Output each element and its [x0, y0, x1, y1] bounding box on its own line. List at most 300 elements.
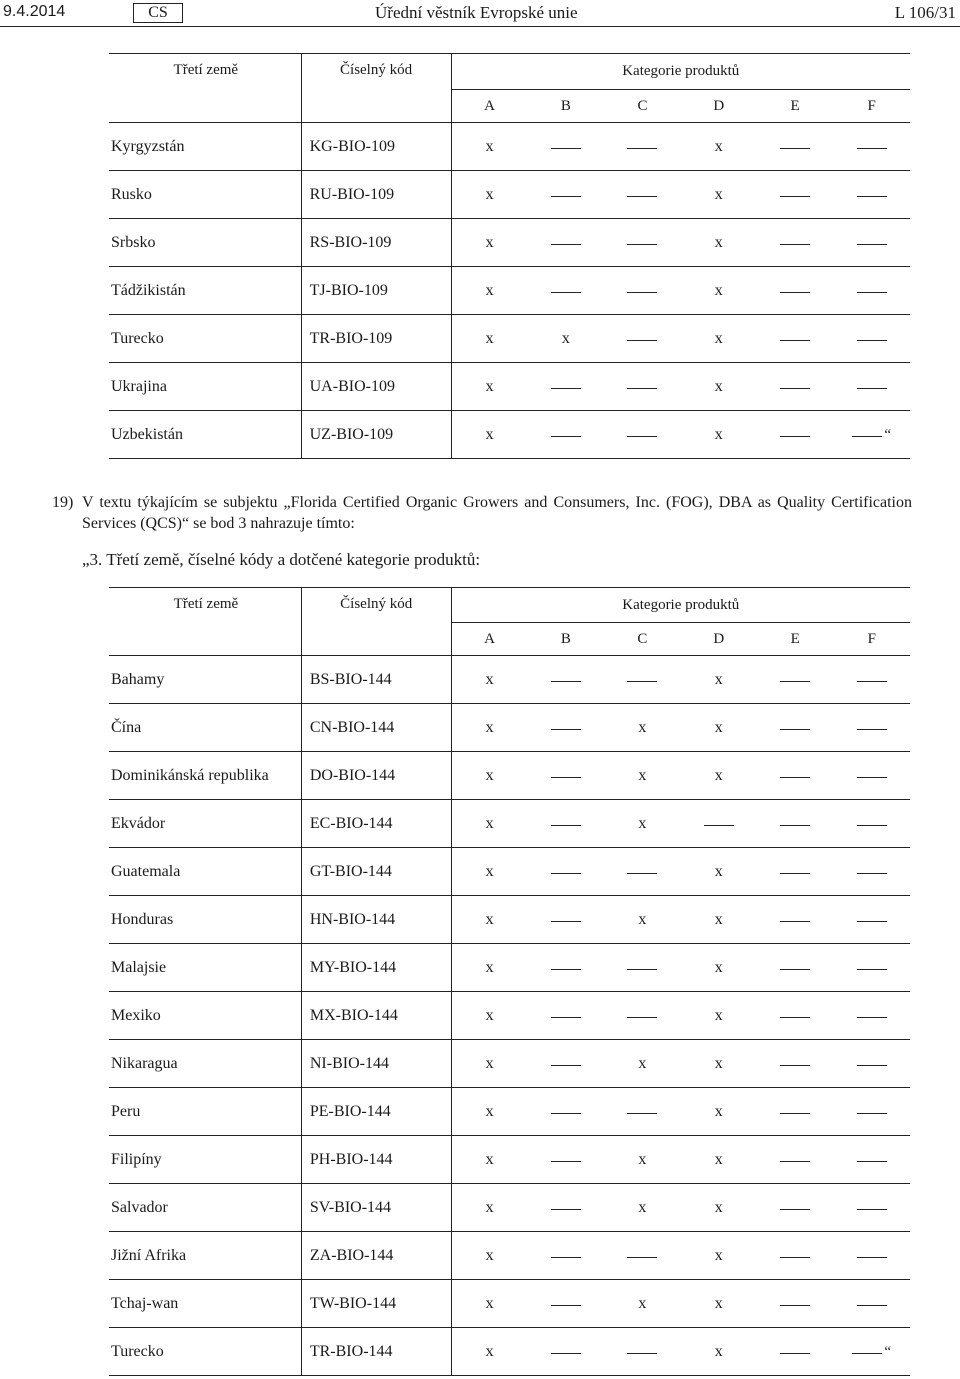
mark-dash — [857, 777, 887, 778]
category-mark — [834, 848, 911, 896]
mark-dash — [551, 1257, 581, 1258]
mark-dash — [780, 196, 810, 197]
column-header-country: Třetí země — [109, 54, 301, 123]
table-row — [109, 896, 910, 944]
category-mark — [681, 896, 757, 944]
mark-dash — [627, 681, 657, 682]
language-badge: CS — [133, 3, 183, 23]
category-mark — [604, 219, 681, 267]
category-mark — [757, 1136, 833, 1184]
code-number: RU-BIO-109 — [301, 171, 451, 219]
category-mark — [604, 1184, 680, 1232]
mark-x: x — [714, 958, 723, 976]
mark-dash — [704, 825, 734, 826]
mark-x: x — [485, 958, 494, 976]
category-mark — [528, 171, 605, 219]
category-mark — [451, 704, 528, 752]
journal-title: Úřední věstník Evropské unie — [375, 3, 578, 22]
mark-dash — [857, 1065, 887, 1066]
mark-dash — [780, 969, 810, 970]
code-number: TJ-BIO-109 — [301, 267, 451, 315]
category-mark — [528, 363, 605, 411]
category-mark — [528, 944, 604, 992]
category-mark — [834, 1088, 911, 1136]
mark-x: x — [485, 329, 494, 347]
code-number: UZ-BIO-109 — [301, 411, 451, 459]
table-body — [109, 123, 910, 459]
mark-x: x — [485, 910, 494, 928]
category-mark — [451, 363, 528, 411]
mark-dash — [857, 1209, 887, 1210]
mark-x: x — [485, 233, 494, 251]
category-mark — [681, 315, 757, 363]
mark-dash — [551, 436, 581, 437]
table-row — [109, 704, 910, 752]
mark-dash — [551, 1353, 581, 1354]
category-mark — [604, 1136, 680, 1184]
table-body — [109, 656, 910, 1376]
category-mark — [757, 315, 834, 363]
category-mark — [528, 1088, 604, 1136]
table-row — [109, 1040, 910, 1088]
mark-dash — [551, 873, 581, 874]
mark-x: x — [638, 910, 647, 928]
paragraph-text: V textu týkajícím se subjektu „Florida Certified Organic Growers and Consumers, Inc. (FOG), DBA as Quality Certification Services (QCS)“ se bod 3 nahrazuje tímto: — [82, 494, 912, 532]
mark-x: x — [714, 185, 723, 203]
mark-x: x — [714, 910, 723, 928]
mark-x: x — [485, 1054, 494, 1072]
mark-dash — [551, 825, 581, 826]
category-mark — [834, 992, 911, 1040]
category-mark — [681, 656, 757, 704]
country-name: Ukrajina — [109, 363, 301, 411]
mark-x: x — [714, 1150, 723, 1168]
mark-x: x — [714, 1006, 723, 1024]
category-mark — [528, 656, 604, 704]
table-row — [109, 1136, 910, 1184]
mark-x: x — [485, 1246, 494, 1264]
category-mark — [681, 800, 757, 848]
country-name: Guatemala — [109, 848, 301, 896]
category-mark — [604, 363, 681, 411]
category-mark — [451, 1136, 528, 1184]
code-number: HN-BIO-144 — [301, 896, 451, 944]
mark-x: x — [485, 377, 494, 395]
mark-x: x — [638, 766, 647, 784]
category-mark — [528, 315, 605, 363]
mark-x: x — [638, 1198, 647, 1216]
category-mark — [528, 752, 604, 800]
mark-x: x — [714, 718, 723, 736]
category-mark — [451, 1280, 528, 1328]
category-mark — [528, 1136, 604, 1184]
category-mark — [681, 363, 757, 411]
code-number: KG-BIO-109 — [301, 123, 451, 171]
table-row — [109, 848, 910, 896]
country-name: Bahamy — [109, 656, 301, 704]
category-mark — [757, 656, 833, 704]
mark-x: x — [714, 766, 723, 784]
mark-dash — [551, 196, 581, 197]
category-mark — [757, 411, 834, 459]
category-mark — [604, 1232, 680, 1280]
mark-dash — [780, 729, 810, 730]
mark-x: x — [485, 425, 494, 443]
category-mark — [451, 752, 528, 800]
category-mark — [528, 1232, 604, 1280]
table-row — [109, 752, 910, 800]
category-mark — [834, 896, 911, 944]
category-mark — [757, 267, 834, 315]
mark-x: x — [485, 1150, 494, 1168]
category-mark — [833, 219, 910, 267]
mark-dash — [780, 1161, 810, 1162]
mark-dash — [551, 681, 581, 682]
category-mark — [528, 267, 605, 315]
closing-quote: “ — [884, 1343, 892, 1360]
category-mark — [757, 1088, 833, 1136]
category-mark — [451, 800, 528, 848]
mark-dash — [857, 825, 887, 826]
country-name: Peru — [109, 1088, 301, 1136]
category-mark — [681, 752, 757, 800]
mark-x: x — [714, 377, 723, 395]
mark-dash — [551, 969, 581, 970]
mark-x: x — [485, 1294, 494, 1312]
category-mark — [528, 411, 605, 459]
mark-x: x — [485, 1006, 494, 1024]
mark-x: x — [638, 1054, 647, 1072]
code-number: PH-BIO-144 — [301, 1136, 451, 1184]
mark-x: x — [485, 1198, 494, 1216]
code-number: CN-BIO-144 — [301, 704, 451, 752]
category-mark — [833, 363, 910, 411]
category-mark — [451, 848, 528, 896]
category-mark — [757, 219, 834, 267]
point-3-heading: „3. Třetí země, číselné kódy a dotčené kategorie produktů: — [82, 550, 481, 569]
category-mark — [834, 1328, 911, 1376]
table-row — [109, 992, 910, 1040]
category-mark — [451, 171, 528, 219]
category-mark — [757, 800, 833, 848]
category-mark — [451, 315, 528, 363]
mark-x: x — [714, 1342, 723, 1360]
mark-dash — [780, 1113, 810, 1114]
mark-dash — [780, 1257, 810, 1258]
category-letter-f: F — [833, 90, 910, 123]
category-mark — [451, 896, 528, 944]
category-mark — [604, 267, 681, 315]
mark-dash — [780, 292, 810, 293]
mark-dash — [780, 1209, 810, 1210]
mark-x: x — [714, 1246, 723, 1264]
mark-x: x — [638, 1150, 647, 1168]
category-mark — [681, 1280, 757, 1328]
country-name: Turecko — [109, 1328, 301, 1376]
mark-dash — [857, 1257, 887, 1258]
mark-dash — [551, 1065, 581, 1066]
mark-x: x — [638, 1294, 647, 1312]
category-mark — [604, 411, 681, 459]
mark-dash — [780, 681, 810, 682]
mark-dash — [627, 436, 657, 437]
category-letter-a: A — [451, 90, 528, 123]
category-mark — [681, 1088, 757, 1136]
mark-x: x — [485, 670, 494, 688]
category-mark — [833, 171, 910, 219]
page-header — [0, 0, 960, 28]
category-mark — [833, 315, 910, 363]
category-mark — [834, 800, 911, 848]
category-mark — [681, 1328, 757, 1376]
category-mark — [834, 944, 911, 992]
category-letter-d: D — [681, 623, 757, 656]
category-mark — [451, 1184, 528, 1232]
mark-dash — [627, 1353, 657, 1354]
category-mark — [528, 800, 604, 848]
mark-dash — [551, 1209, 581, 1210]
mark-dash — [551, 244, 581, 245]
category-mark — [757, 363, 834, 411]
category-mark — [681, 1040, 757, 1088]
category-letter-b: B — [528, 90, 605, 123]
category-mark — [451, 411, 528, 459]
mark-x: x — [485, 766, 494, 784]
mark-dash — [857, 388, 887, 389]
category-mark — [833, 123, 910, 171]
table-row — [109, 656, 910, 704]
category-mark — [834, 1280, 911, 1328]
category-mark — [757, 896, 833, 944]
category-letter-e: E — [757, 90, 834, 123]
category-mark — [451, 1232, 528, 1280]
column-header-category: Kategorie produktů — [451, 588, 910, 623]
category-letter-d: D — [681, 90, 757, 123]
mark-dash — [780, 244, 810, 245]
category-mark — [833, 411, 910, 459]
category-mark — [604, 171, 681, 219]
mark-dash — [627, 969, 657, 970]
mark-dash — [857, 681, 887, 682]
country-name: Rusko — [109, 171, 301, 219]
category-mark — [834, 1040, 911, 1088]
table-row — [109, 219, 910, 267]
mark-x: x — [714, 137, 723, 155]
column-header-category: Kategorie produktů — [451, 54, 910, 90]
mark-dash — [780, 1017, 810, 1018]
code-number: UA-BIO-109 — [301, 363, 451, 411]
table-row — [109, 1328, 910, 1376]
category-mark — [757, 171, 834, 219]
mark-dash — [551, 292, 581, 293]
category-mark — [834, 1232, 911, 1280]
mark-x: x — [714, 670, 723, 688]
category-mark — [834, 1136, 911, 1184]
category-mark — [451, 123, 528, 171]
mark-dash — [857, 1305, 887, 1306]
mark-x: x — [714, 281, 723, 299]
mark-dash — [857, 1161, 887, 1162]
column-header-code: Číselný kód — [301, 54, 451, 123]
code-number: TW-BIO-144 — [301, 1280, 451, 1328]
category-mark — [681, 219, 757, 267]
mark-dash — [780, 1353, 810, 1354]
mark-x: x — [714, 329, 723, 347]
category-mark — [604, 752, 680, 800]
category-mark — [757, 1232, 833, 1280]
category-mark — [604, 1280, 680, 1328]
mark-x: x — [561, 329, 570, 347]
table-row — [109, 1232, 910, 1280]
mark-dash — [551, 729, 581, 730]
country-name: Honduras — [109, 896, 301, 944]
mark-dash — [857, 921, 887, 922]
category-mark — [451, 1328, 528, 1376]
code-number: DO-BIO-144 — [301, 752, 451, 800]
mark-dash — [627, 1257, 657, 1258]
code-number: EC-BIO-144 — [301, 800, 451, 848]
table-row — [109, 267, 910, 315]
mark-dash — [780, 436, 810, 437]
table-row — [109, 123, 910, 171]
header-rule — [0, 26, 960, 27]
category-mark — [451, 219, 528, 267]
mark-dash — [857, 873, 887, 874]
mark-dash — [551, 921, 581, 922]
category-mark — [604, 1088, 680, 1136]
mark-dash — [627, 1113, 657, 1114]
mark-dash — [857, 729, 887, 730]
code-number: RS-BIO-109 — [301, 219, 451, 267]
mark-x: x — [485, 137, 494, 155]
mark-x: x — [714, 1054, 723, 1072]
mark-dash — [627, 873, 657, 874]
code-number: TR-BIO-109 — [301, 315, 451, 363]
table-row — [109, 1184, 910, 1232]
mark-dash — [551, 1161, 581, 1162]
paragraph-number: 19) — [52, 494, 74, 511]
category-mark — [528, 1328, 604, 1376]
country-name: Čína — [109, 704, 301, 752]
category-mark — [604, 848, 680, 896]
code-number: PE-BIO-144 — [301, 1088, 451, 1136]
category-mark — [681, 704, 757, 752]
code-number: SV-BIO-144 — [301, 1184, 451, 1232]
mark-dash — [852, 436, 882, 437]
category-mark — [834, 1184, 911, 1232]
category-mark — [757, 123, 834, 171]
category-mark — [757, 1040, 833, 1088]
country-code-table-1 — [109, 53, 910, 459]
category-mark — [604, 896, 680, 944]
table-row — [109, 315, 910, 363]
mark-dash — [857, 148, 887, 149]
category-mark — [604, 992, 680, 1040]
country-name: Tádžikistán — [109, 267, 301, 315]
table-row — [109, 171, 910, 219]
category-mark — [757, 1280, 833, 1328]
category-mark — [528, 992, 604, 1040]
country-name: Ekvádor — [109, 800, 301, 848]
category-mark — [833, 267, 910, 315]
category-mark — [528, 848, 604, 896]
mark-dash — [780, 1305, 810, 1306]
mark-dash — [780, 873, 810, 874]
category-mark — [681, 944, 757, 992]
category-mark — [604, 1328, 680, 1376]
country-name: Srbsko — [109, 219, 301, 267]
category-mark — [604, 800, 680, 848]
country-name: Kyrgyzstán — [109, 123, 301, 171]
mark-x: x — [485, 1342, 494, 1360]
publication-date: 9.4.2014 — [3, 3, 66, 20]
category-letter-f: F — [834, 623, 911, 656]
mark-x: x — [638, 718, 647, 736]
category-mark — [757, 992, 833, 1040]
category-mark — [681, 411, 757, 459]
category-mark — [528, 896, 604, 944]
code-number: MX-BIO-144 — [301, 992, 451, 1040]
category-mark — [834, 704, 911, 752]
table-row — [109, 800, 910, 848]
country-name: Filipíny — [109, 1136, 301, 1184]
category-mark — [757, 1184, 833, 1232]
mark-dash — [857, 196, 887, 197]
mark-dash — [627, 292, 657, 293]
category-letter-b: B — [528, 623, 604, 656]
category-mark — [681, 992, 757, 1040]
category-mark — [528, 1040, 604, 1088]
mark-dash — [852, 1353, 882, 1354]
category-mark — [528, 1280, 604, 1328]
category-mark — [528, 704, 604, 752]
category-mark — [681, 1136, 757, 1184]
mark-x: x — [714, 1198, 723, 1216]
table-row — [109, 1088, 910, 1136]
mark-dash — [551, 1113, 581, 1114]
mark-dash — [857, 292, 887, 293]
category-letter-e: E — [757, 623, 833, 656]
category-mark — [528, 219, 605, 267]
mark-x: x — [638, 814, 647, 832]
code-number: MY-BIO-144 — [301, 944, 451, 992]
country-name: Nikaragua — [109, 1040, 301, 1088]
category-mark — [757, 752, 833, 800]
category-mark — [757, 848, 833, 896]
category-mark — [834, 656, 911, 704]
category-mark — [757, 704, 833, 752]
mark-dash — [857, 1017, 887, 1018]
category-mark — [681, 848, 757, 896]
category-mark — [681, 123, 757, 171]
category-mark — [451, 1040, 528, 1088]
category-letter-c: C — [604, 90, 681, 123]
table-row — [109, 944, 910, 992]
mark-dash — [627, 148, 657, 149]
category-mark — [451, 656, 528, 704]
mark-dash — [627, 340, 657, 341]
category-mark — [604, 704, 680, 752]
category-mark — [604, 656, 680, 704]
mark-dash — [780, 1065, 810, 1066]
category-mark — [528, 123, 605, 171]
code-number: NI-BIO-144 — [301, 1040, 451, 1088]
page-number: L 106/31 — [894, 3, 956, 22]
mark-dash — [780, 148, 810, 149]
mark-dash — [780, 825, 810, 826]
mark-dash — [627, 388, 657, 389]
mark-x: x — [485, 281, 494, 299]
